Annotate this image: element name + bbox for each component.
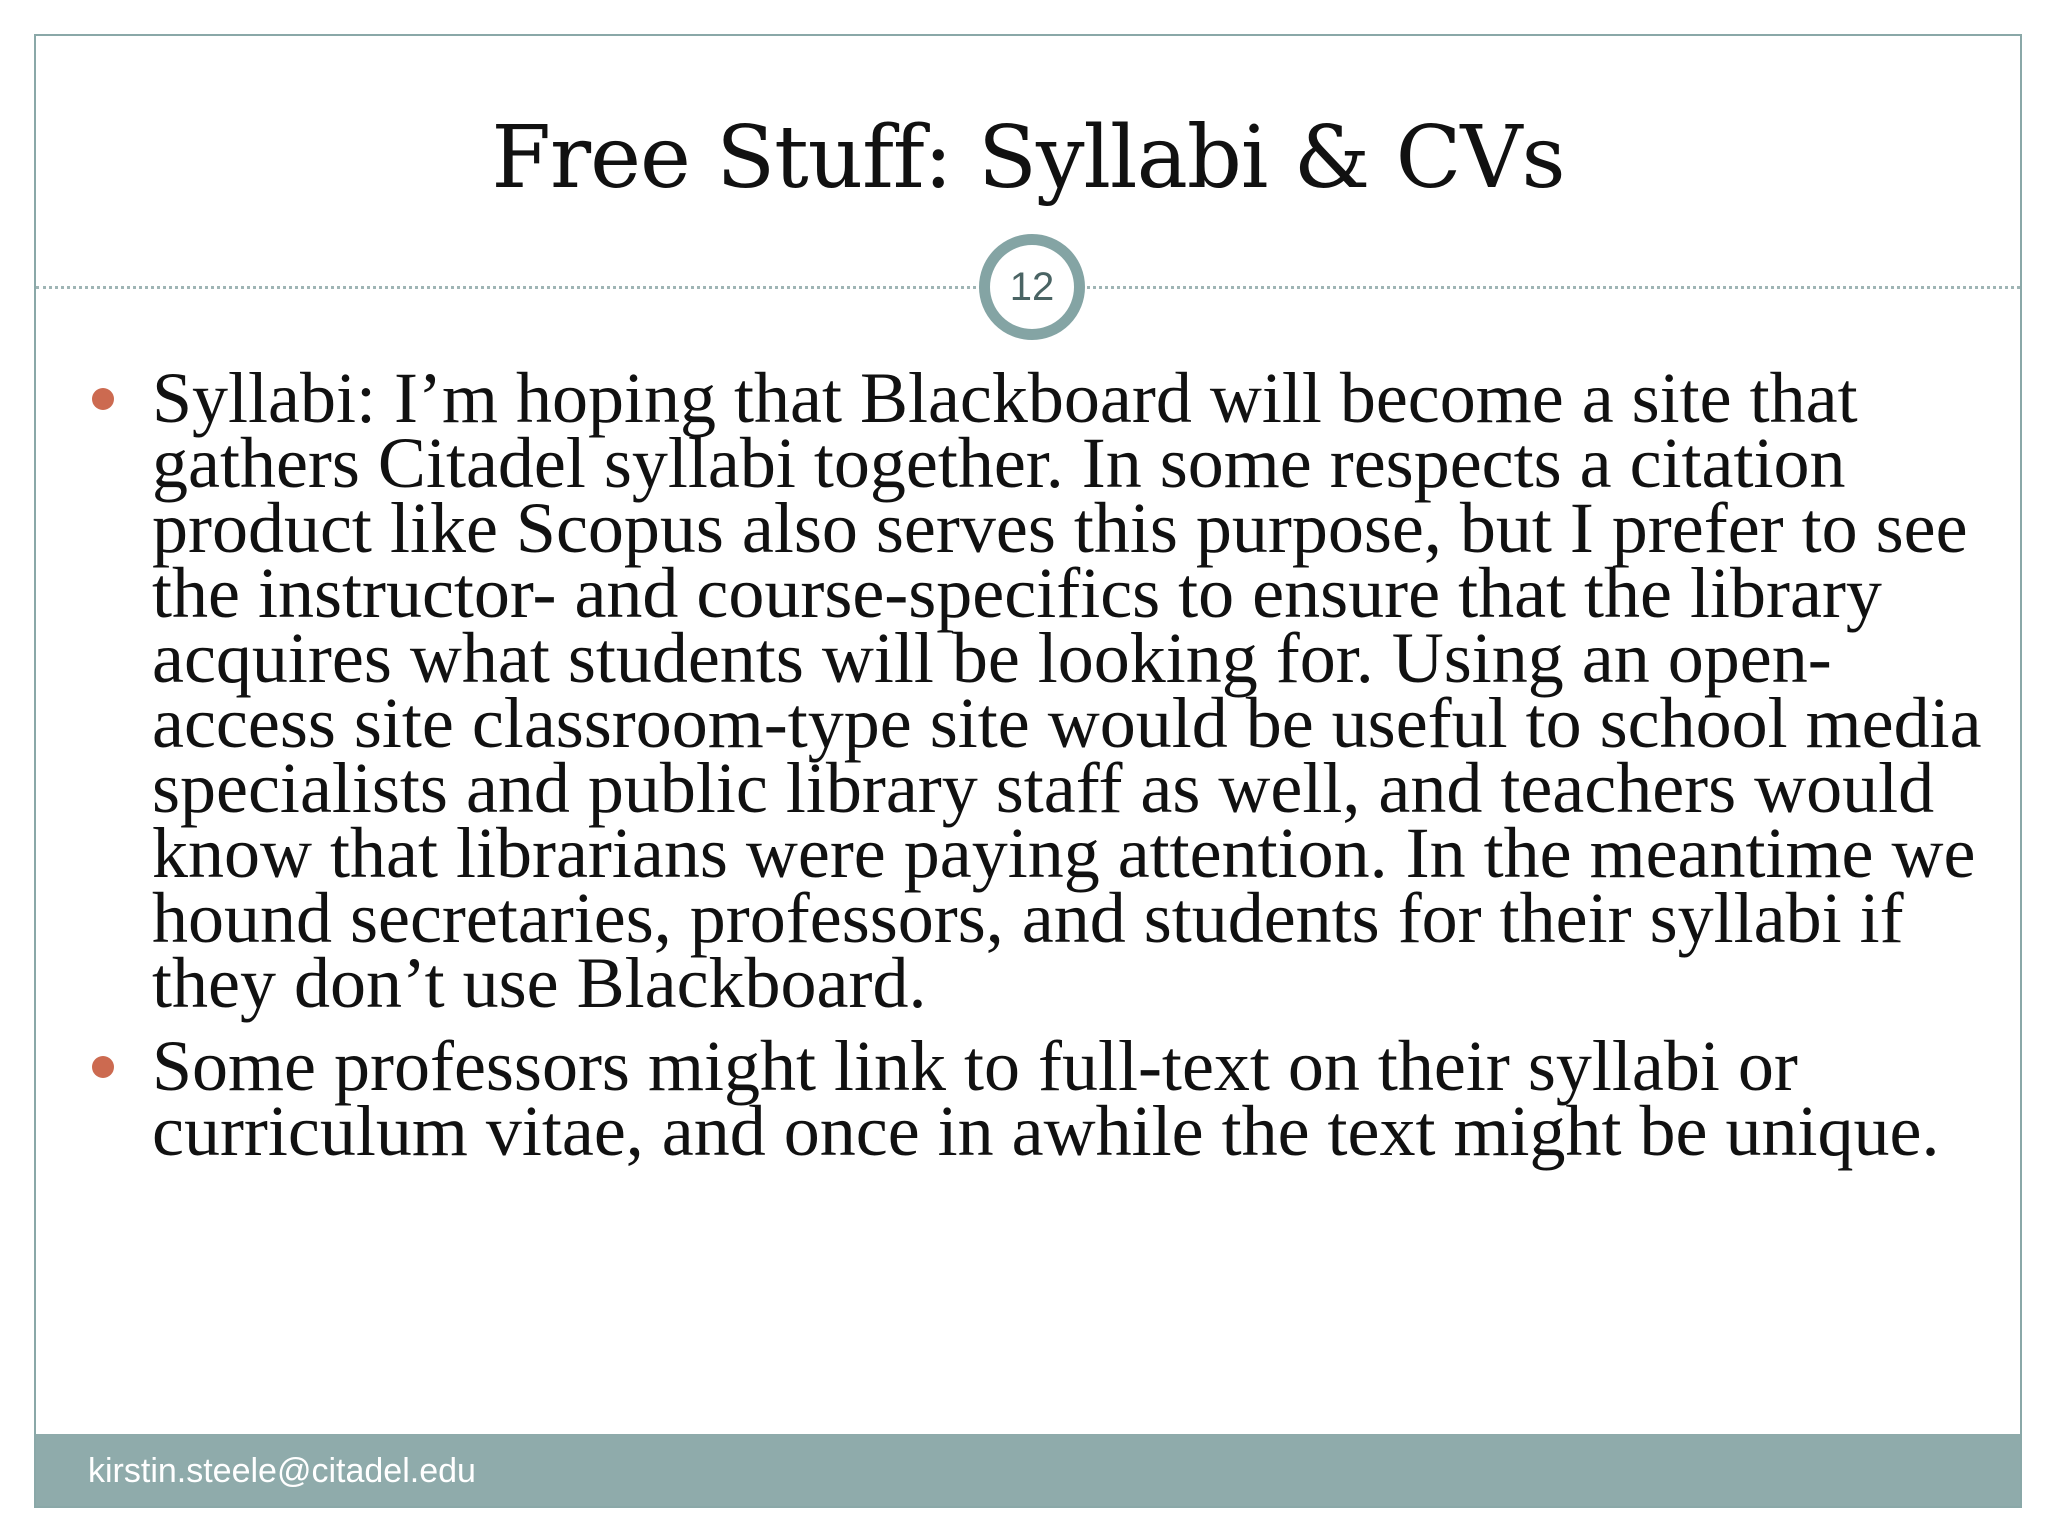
bullet-dot-icon: [92, 388, 114, 410]
bullet-item: [152, 1026, 2002, 1171]
slide-title: Free Stuff: Syllabi & CVs: [491, 108, 1565, 208]
slide: [34, 34, 2022, 1508]
bullet-text: Syllabi: I’m hoping that Blackboard will become a site that gathers Citadel syllabi together. In some respects a citation product like Scopus also serves this purpose, but I prefer to see the instructor- and course-specifics to ensure that the library acquires what students will be looking for. Using an open-access site classroom-type site would be useful to school media specialists and public library staff as well, and teachers would know that librarians were paying attention. In the meantime we hound secretaries, professors, and students for their syllabi if they don’t use Blackboard.: [152, 358, 1982, 1023]
bullet-text: Some professors might link to full-text on their syllabi or curriculum vitae, and once in awhile the text might be unique.: [152, 1026, 1940, 1171]
bullet-dot-icon: [92, 1056, 114, 1078]
slide-body: [152, 358, 2002, 1182]
footer-bar: [36, 1434, 2020, 1506]
footer-email: kirstin.steele@citadel.edu: [88, 1452, 476, 1490]
slide-number-badge: 12: [979, 234, 1085, 340]
bullet-item: [152, 358, 2002, 1023]
